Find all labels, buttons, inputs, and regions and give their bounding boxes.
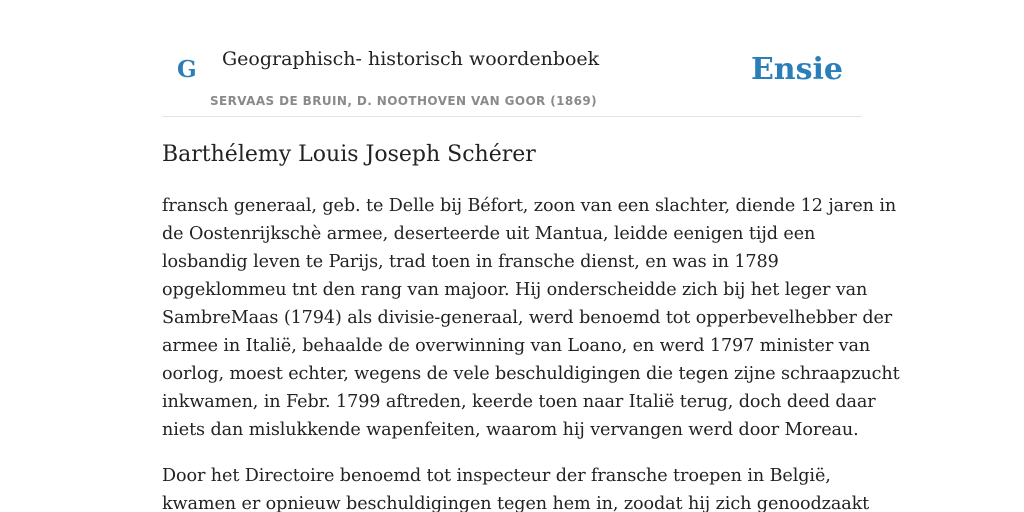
- text-line: de Oostenrijkschè armee, deserteerde uit Mantua, leidde eenigen tijd een: [162, 224, 816, 244]
- text-line: inkwamen, in Febr. 1799 aftreden, keerde toen naar Italië terug, doch deed daar: [162, 392, 876, 412]
- site-header: [162, 0, 862, 117]
- text-line: kwamen er opnieuw beschuldigingen tegen hem in, zoodat hij zich genoodzaakt: [162, 494, 870, 512]
- text-line: Door het Directoire benoemd tot inspecteur der fransche troepen in België,: [162, 466, 831, 486]
- text-line: armee in Italië, behaalde de overwinning van Loano, en werd 1797 minister van: [162, 336, 871, 356]
- entry-paragraph: [162, 462, 872, 512]
- book-logo-icon[interactable]: G: [177, 56, 197, 83]
- entry-title: Barthélemy Louis Joseph Schérer: [162, 142, 536, 167]
- entry-body: [162, 192, 900, 512]
- text-line: fransch generaal, geb. te Delle bij Béfort, zoon van een slachter, diende 12 jaren in: [162, 196, 897, 216]
- text-line: SambreMaas (1794) als divisie-generaal, werd benoemd tot opperbevelhebber der: [162, 308, 893, 328]
- text-line: losbandig leven te Parijs, trad toen in fransche dienst, en was in 1789: [162, 252, 779, 272]
- book-author-link[interactable]: SERVAAS DE BRUIN, D. NOOTHOVEN VAN GOOR (1869): [210, 94, 598, 108]
- book-title-link[interactable]: Geographisch- historisch woordenboek: [222, 48, 600, 70]
- text-line: oorlog, moest echter, wegens de vele beschuldigingen die tegen zijne schraapzucht: [162, 364, 900, 384]
- text-line: opgeklommeu tnt den rang van majoor. Hij onderscheidde zich bij het leger van: [162, 280, 868, 300]
- ensie-logo-link[interactable]: Ensie: [750, 52, 843, 87]
- text-line: niets dan mislukkende wapenfeiten, waarom hij vervangen werd door Moreau.: [162, 420, 859, 440]
- entry-paragraph: [162, 192, 900, 444]
